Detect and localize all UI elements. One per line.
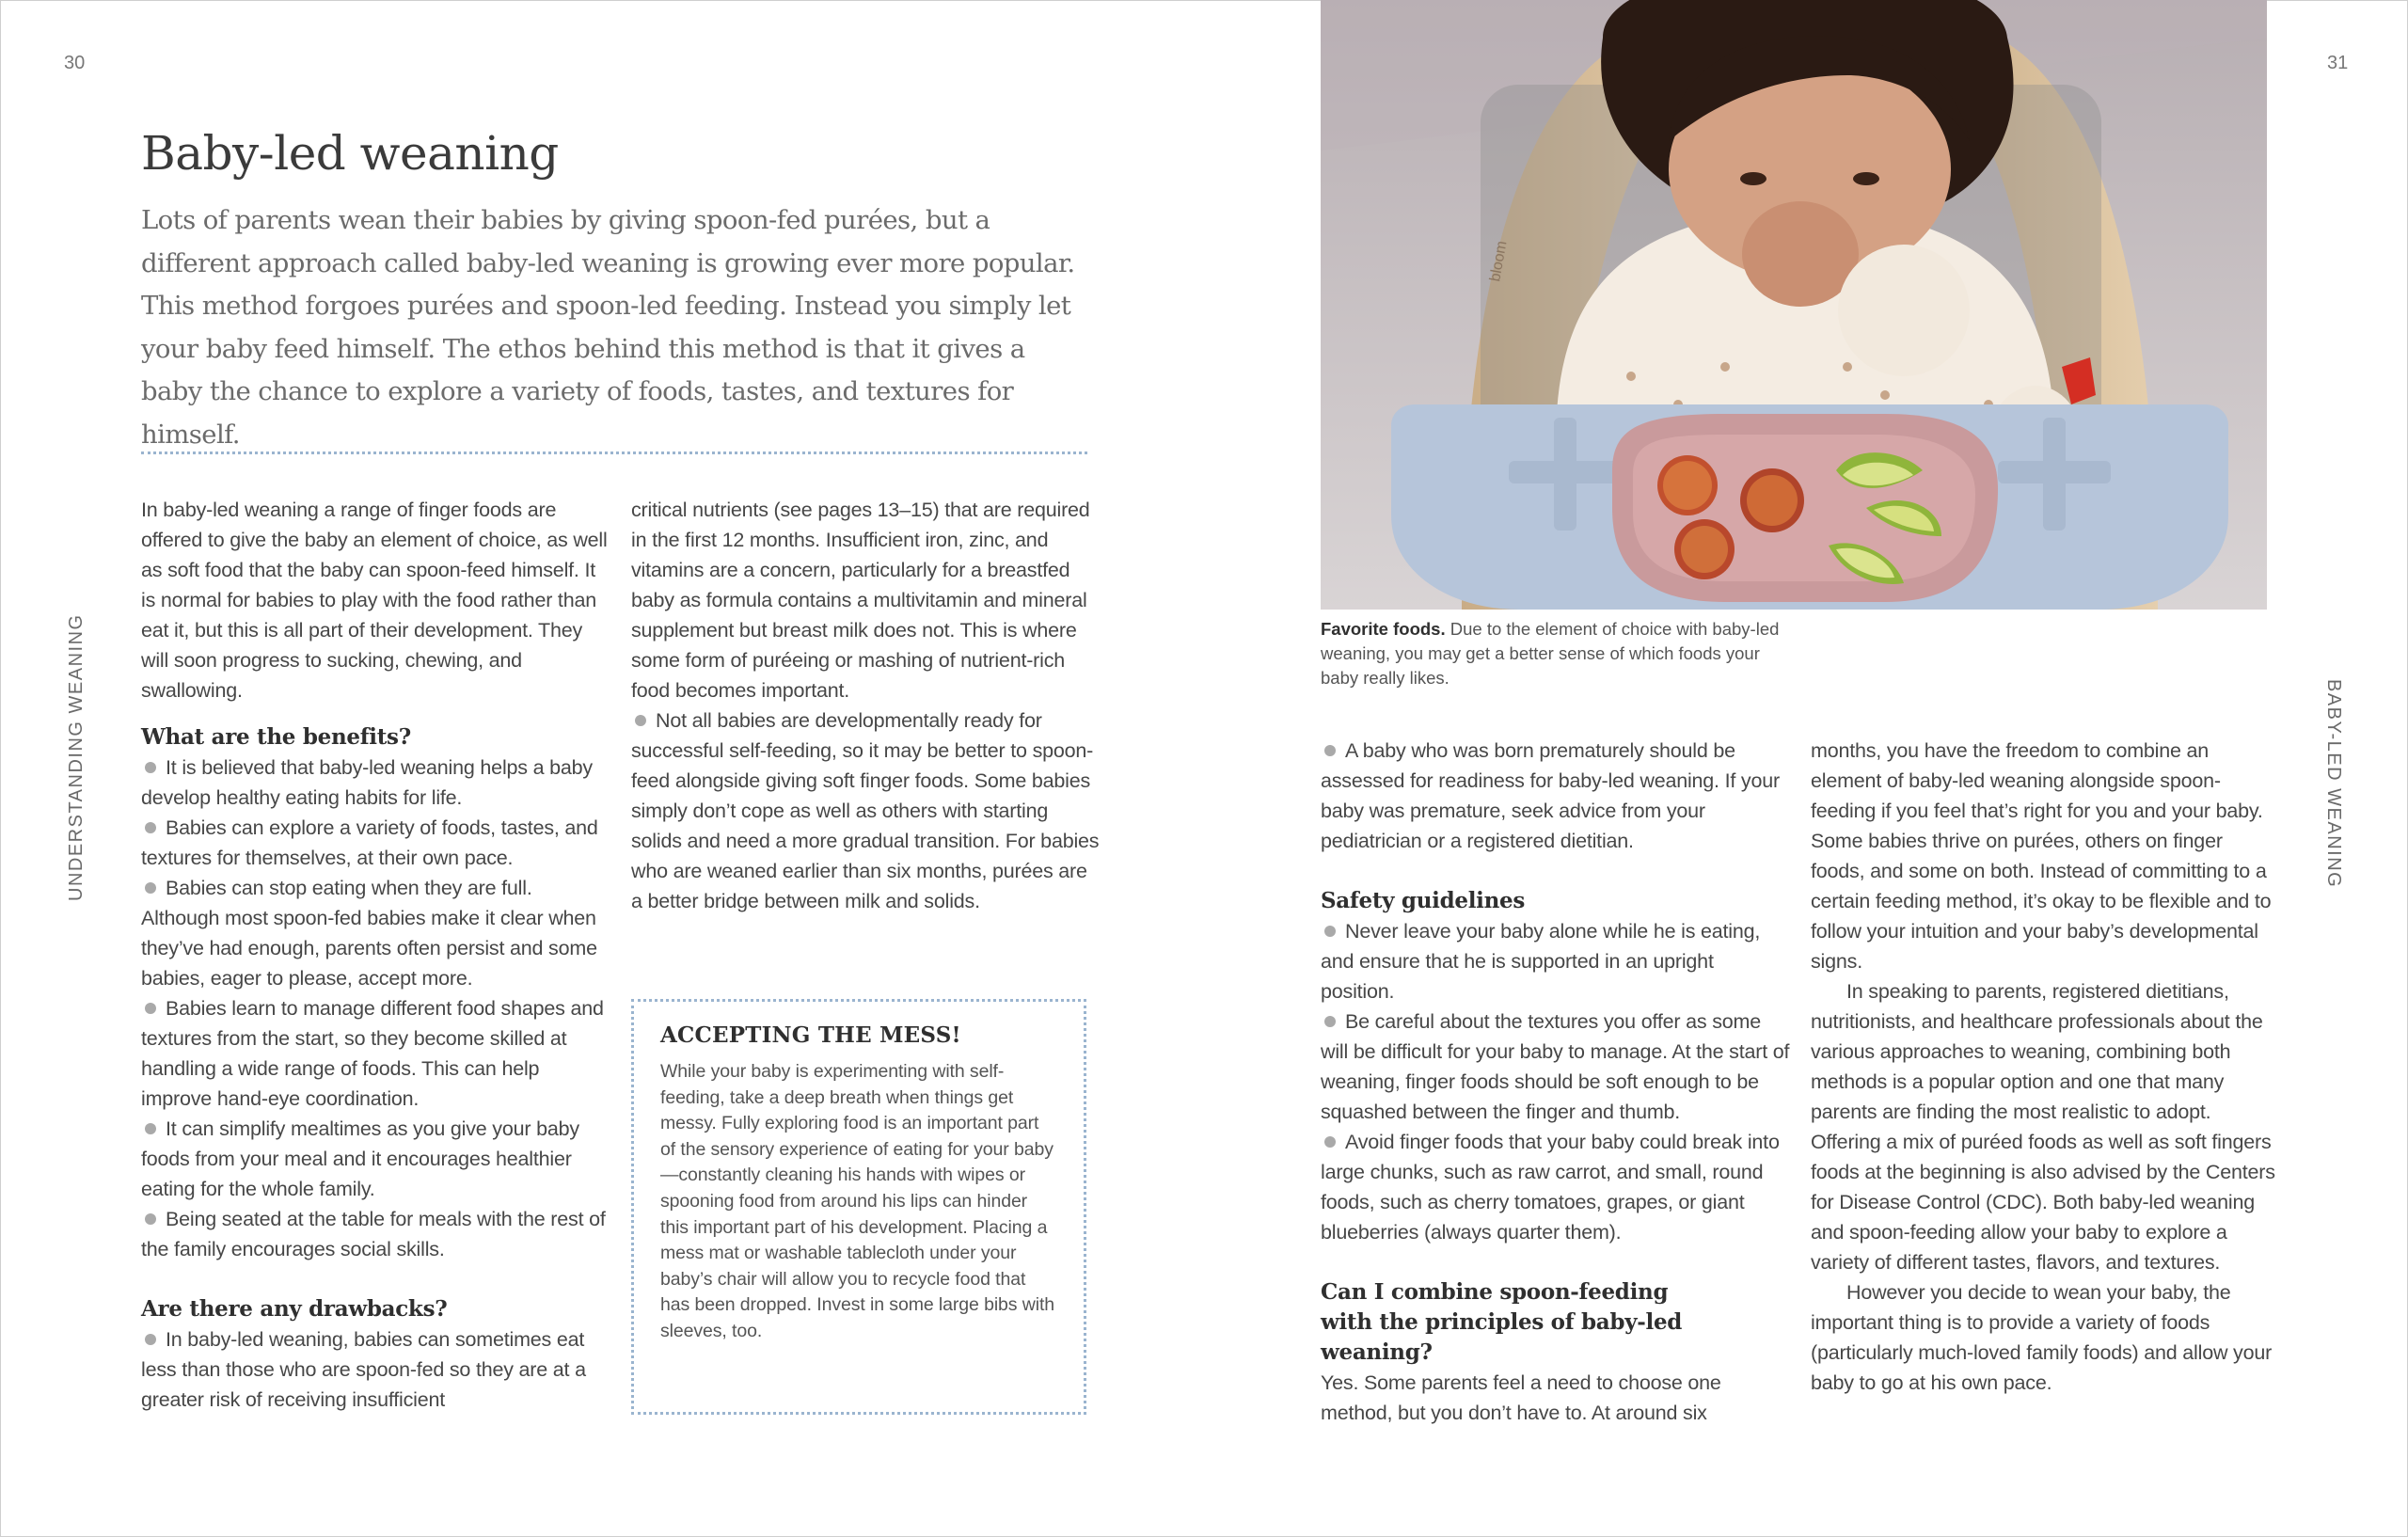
page-number-left: 30 — [64, 53, 86, 73]
page-number-right: 31 — [2327, 53, 2349, 73]
benefit-text: It can simplify mealtimes as you give your baby foods from your meal and it encourages healthier eating for the whole family. — [141, 1117, 579, 1200]
drawback-item — [141, 1324, 611, 1415]
premature-item — [1321, 736, 1791, 856]
body-paragraph: However you decide to wean your baby, the important thing is to provide a variety of foods (particularly much-loved family foods) and allow your baby to go at his own pace. — [1811, 1281, 2273, 1394]
combine-heading: Can I combine spoon-feeding with the principles of baby-led weaning? — [1321, 1279, 1683, 1365]
benefit-text: It is believed that baby-led weaning helps a baby develop healthy eating habits for life. — [141, 756, 593, 809]
drawbacks-heading: Are there any drawbacks? — [141, 1296, 448, 1322]
photo-caption — [1321, 617, 1791, 690]
bullet-icon — [145, 822, 156, 833]
safety-heading: Safety guidelines — [1321, 888, 1525, 913]
bullet-icon — [145, 1123, 156, 1134]
benefit-item — [141, 1204, 611, 1264]
bullet-icon — [1324, 745, 1336, 756]
bullet-icon — [1324, 1016, 1336, 1027]
safety-text: Never leave your baby alone while he is eating, and ensure that he is supported in an upright position. — [1321, 920, 1761, 1003]
column-4 — [1811, 736, 2281, 1398]
column-2 — [631, 495, 1101, 916]
caption-text: Due to the element of choice with baby-led weaning, you may get a better sense of which foods your baby really likes. — [1321, 619, 1780, 688]
benefit-item — [141, 1114, 611, 1204]
drawback-text: Not all babies are developmentally ready for successful self-feeding, so it may be better to spoon-feed alongside giving soft finger foods. Some babies simply don’t cope as well as others with starting solids and need a more gradual transition. For babies who are weaned earlier than six months, purées are a better bridge between milk and solids. — [631, 709, 1100, 912]
body-paragraph: Yes. Some parents feel a need to choose one method, but you don’t have to. At around six — [1321, 1371, 1721, 1424]
benefit-item — [141, 753, 611, 813]
intro-paragraph: Lots of parents wean their babies by giving spoon-fed purées, but a different approach called baby-led weaning is growing ever more popular. This method forgoes purées and spoon-led feeding. Instead you simply let your baby feed himself. The ethos behind this method is that it gives a baby the chance to explore a variety of foods, tastes, and textures for himself. — [141, 205, 1075, 450]
tip-box-title: ACCEPTING THE MESS! — [660, 1022, 961, 1048]
bullet-icon — [1324, 1136, 1336, 1148]
dotted-divider — [141, 452, 1087, 454]
benefit-item — [141, 993, 611, 1114]
bullet-icon — [145, 1213, 156, 1225]
benefit-text: Babies can explore a variety of foods, tastes, and textures for themselves, at their own pace. — [141, 816, 598, 869]
tip-box-body: While your baby is experimenting with self-feeding, take a deep breath when things get messy. Fully exploring food is an important part of the sensory experience of eating for your baby—constantly cleaning his hands with wipes or spooning food from around his lips can hinder this important part of his development. Placing a mess mat or washable tablecloth under your baby’s chair will allow you to recycle food that has been dropped. Invest in some large bibs with sleeves, too. — [660, 1061, 1055, 1341]
premature-text: A baby who was born prematurely should be assessed for readiness for baby-led weaning. If your baby was premature, seek advice from your pediatrician or a registered dietitian. — [1321, 739, 1780, 852]
bullet-icon — [145, 1334, 156, 1345]
body-paragraph: months, you have the freedom to combine an element of baby-led weaning alongside spoon-feeding if you feel that’s right for you and your baby. Some babies thrive on purées, others on finger foods, and some on both. Instead of committing to a certain feeding method, it’s okay to be flexible and to follow your intuition and your baby’s developmental signs. — [1811, 739, 2272, 973]
chair-brand-text: bloom — [1487, 239, 1511, 283]
safety-text: Be careful about the textures you offer as some will be difficult for your baby to manage. At the start of weaning, finger foods should be soft enough to be squashed between the finger and thumb. — [1321, 1010, 1790, 1123]
column-1 — [141, 495, 611, 1415]
benefits-heading: What are the benefits? — [141, 724, 411, 750]
tip-box — [631, 999, 1086, 1415]
safety-item — [1321, 1127, 1791, 1247]
benefit-text: Babies can stop eating when they are full. Although most spoon-fed babies make it clear when they’ve had enough, parents often persist and some babies, eager to please, accept more. — [141, 877, 597, 990]
drawback-text: In baby-led weaning, babies can sometimes eat less than those who are spoon-fed so they are at a greater risk of receiving insufficient — [141, 1328, 586, 1411]
column-3 — [1321, 736, 1791, 1428]
body-paragraph: In baby-led weaning a range of finger foods are offered to give the baby an element of choice, as well as soft food that the baby can spoon-feed himself. It is normal for babies to play with the food rather than eat it, but this is all part of their development. They will soon progress to sucking, chewing, and swallowing. — [141, 499, 608, 702]
baby-eating-photo — [1321, 0, 2267, 610]
safety-item — [1321, 916, 1791, 1006]
side-label-right: BABY-LED WEANING — [2323, 679, 2344, 889]
photo-illustration — [1321, 0, 2267, 610]
benefit-item — [141, 813, 611, 873]
safety-item — [1321, 1006, 1791, 1127]
benefit-text: Babies learn to manage different food shapes and textures from the start, so they become skilled at handling a wide range of foods. This can help improve hand-eye coordination. — [141, 997, 604, 1110]
bullet-icon — [145, 882, 156, 894]
benefit-text: Being seated at the table for meals with the rest of the family encourages social skills. — [141, 1208, 606, 1260]
caption-bold: Favorite foods. — [1321, 619, 1446, 639]
bullet-icon — [1324, 926, 1336, 937]
drawback-item — [631, 705, 1101, 916]
side-label-left: UNDERSTANDING WEANING — [66, 613, 87, 901]
body-paragraph: In speaking to parents, registered dietitians, nutritionists, and healthcare professionals about the various approaches to weaning, combining both methods is a popular option and one that many parents are finding the most realistic to adopt. Offering a mix of puréed foods as well as soft fingers foods at the beginning is also advised by the Centers for Disease Control (CDC). Both baby-led weaning and spoon-feeding allow your baby to explore a variety of different tastes, flavors, and textures. — [1811, 980, 2275, 1274]
page-title: Baby-led weaning — [141, 126, 559, 181]
benefit-item — [141, 873, 611, 993]
bullet-icon — [145, 1003, 156, 1014]
body-paragraph: critical nutrients (see pages 13–15) that are required in the first 12 months. Insufficient iron, zinc, and vitamins are a concern, particularly for a breastfed baby as formula contains a multivitamin and mineral supplement but breast milk does not. This is where some form of puréeing or mashing of nutrient-rich food becomes important. — [631, 499, 1090, 702]
bullet-icon — [145, 762, 156, 773]
bullet-icon — [635, 715, 646, 726]
safety-text: Avoid finger foods that your baby could break into large chunks, such as raw carrot, and small, round foods, such as cherry tomatoes, grapes, or giant blueberries (always quarter them). — [1321, 1131, 1780, 1244]
